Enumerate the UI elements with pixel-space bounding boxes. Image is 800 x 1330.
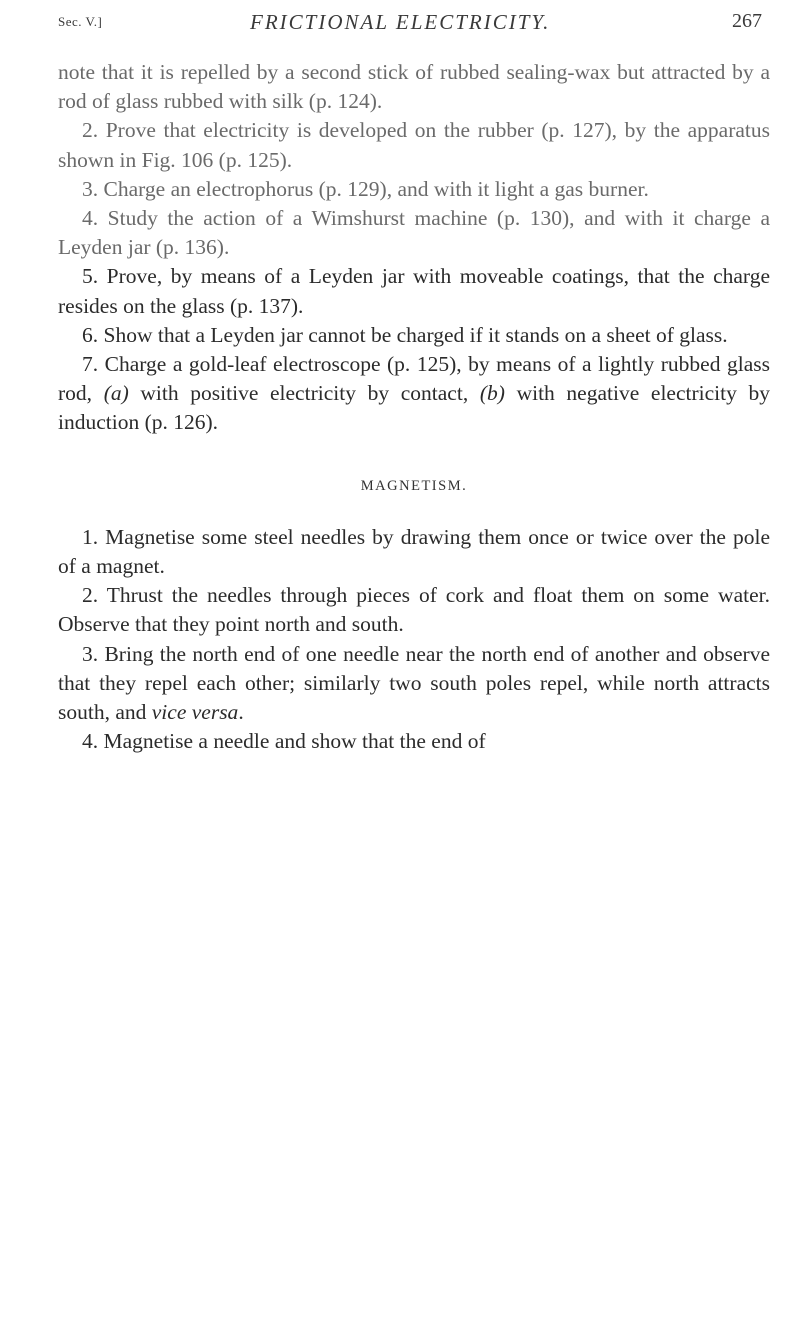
exercise-item: 1. Magnetise some steel needles by drawing them once or twice over the pole of a magnet. [58, 524, 770, 579]
exercise-item: 3. Charge an electrophorus (p. 129), and with it light a gas burner. [82, 176, 649, 201]
item7-text: 7. Charge a gold-leaf electroscope (p. 125), by means of a lightly rubbed glass rod, [58, 352, 770, 406]
exercise-item: 6. Show that a Leyden jar cannot be charged if it stands on a sheet of glass. [82, 322, 728, 347]
book-page [58, 0, 770, 1330]
exercise-item: 4. Study the action of a Wimshurst machine (p. 130), and with it charge a Leyden jar (p. 136). [58, 206, 770, 260]
continuation-paragraph: note that it is repelled by a second stick of rubbed sealing-wax but attracted by a rod of glass rubbed with silk (p. 124). [58, 60, 770, 114]
exercise-item-7 [58, 350, 770, 438]
item7-text: with negative electricity by induction (p. 126). [58, 381, 770, 435]
exercise-item: 2. Prove that electricity is developed on the rubber (p. 127), by the apparatus shown in Fig. 106 (p. 125). [58, 118, 770, 172]
italic-phrase: vice versa [151, 700, 239, 725]
exercise-item-3 [58, 640, 770, 728]
section-marker: Sec. V.] [58, 14, 103, 29]
page-number: 267 [732, 10, 762, 32]
body-text [58, 58, 770, 756]
chapter-title: FRICTIONAL ELECTRICITY. [250, 10, 551, 34]
item3-text: 3. Bring the north end of one needle near the north end of another and observe that they repel each other; similarly two south poles repel, while north attracts south, and [58, 641, 770, 725]
item3-end: . [238, 700, 244, 725]
item7-text: with positive electricity by contact, [128, 381, 480, 406]
label-b: (b) [479, 381, 505, 406]
exercise-item: 5. Prove, by means of a Leyden jar with moveable coatings, that the charge resides on the glass (p. 137). [58, 264, 770, 318]
running-head [58, 0, 770, 58]
section-heading: MAGNETISM. [360, 477, 468, 494]
exercise-item: 4. Magnetise a needle and show that the end of [82, 729, 486, 754]
exercise-item: 2. Thrust the needles through pieces of cork and float them on some water. Observe that they point north and south. [58, 583, 770, 637]
label-a: (a) [103, 381, 129, 406]
